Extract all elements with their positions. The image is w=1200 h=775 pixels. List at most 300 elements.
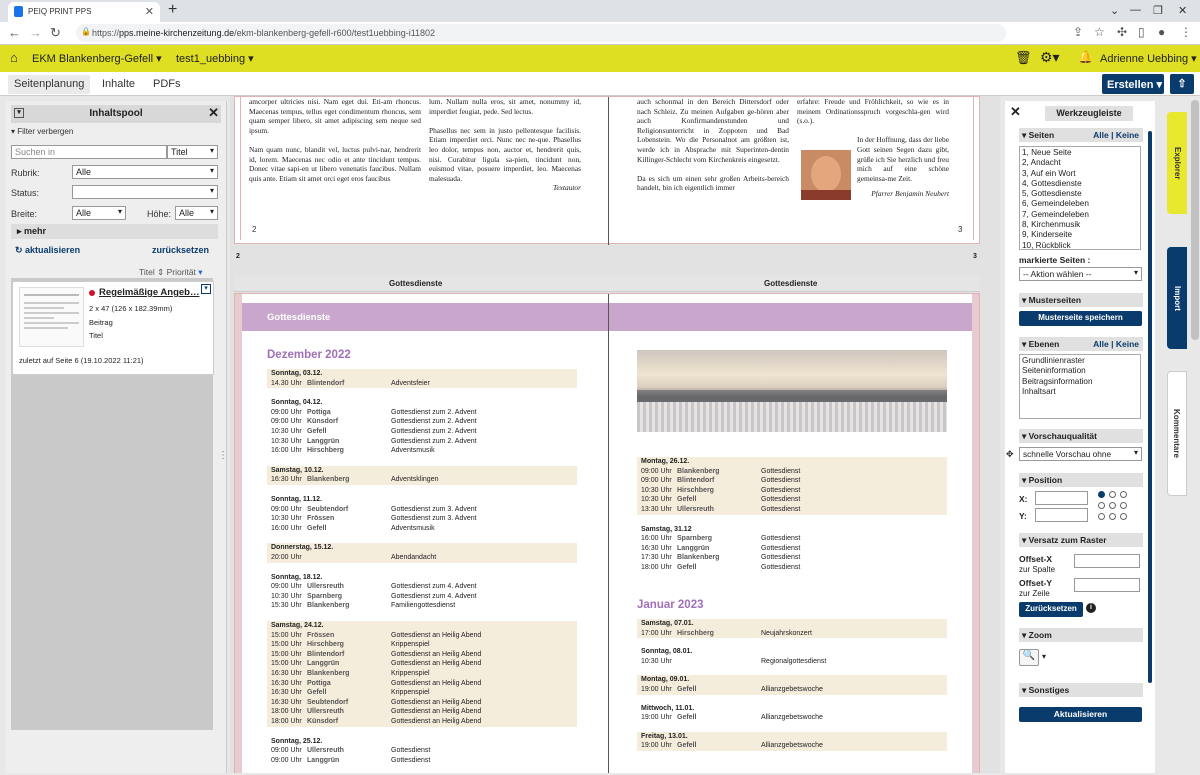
card-menu-icon[interactable]: ▾: [201, 284, 211, 294]
service-time: 19:00 Uhr: [641, 685, 672, 693]
chevron-down-icon: ▾: [209, 186, 214, 195]
schedule-row: [267, 698, 577, 708]
service-event: Gottesdienst: [761, 496, 801, 504]
filter-toggle-label: Filter verbergen: [17, 127, 74, 136]
section-musterseiten[interactable]: ▾ Musterseiten: [1019, 293, 1143, 307]
close-toolbar-icon[interactable]: ✕: [1010, 104, 1021, 119]
tab-pdfs[interactable]: PDFs: [153, 78, 181, 90]
toolbar-panel: [1005, 101, 1155, 773]
service-time: 16:30 Uhr: [271, 698, 302, 706]
app-header: [0, 45, 1200, 72]
upload-icon[interactable]: ⇧: [1170, 74, 1194, 94]
col2b-text: Phasellus nec sem in justo pellentesque facilisis. Etiam imperdiet orci. Nunc nec ne-que. Phasellus leo dolor, tempus non, auctor et, hendrerit quis, nisi. Curabitur ligula sa-pien, tincidunt non, euismod vitae, posuere imperdiet, leo. Maecenas malesuada.: [429, 125, 581, 183]
service-time: 17:00 Uhr: [641, 629, 672, 637]
service-event: Krippenspiel: [391, 641, 430, 649]
schedule-day: [637, 457, 947, 515]
user-menu[interactable]: Adrienne Uebbing ▾: [1100, 53, 1197, 65]
schedule-row: [637, 534, 947, 544]
hoehe-label: Höhe:: [147, 209, 172, 219]
schedule-day: [267, 369, 577, 388]
left-page-header: Gottesdienste: [389, 279, 443, 288]
close-panel-icon[interactable]: ✕: [208, 105, 219, 120]
sort-controls[interactable]: Titel ⇕ Priorität ▾: [139, 267, 203, 277]
service-event: Gottesdienst an Heilig Abend: [391, 698, 482, 706]
schedule-row: [267, 669, 577, 679]
service-time: 18:00 Uhr: [271, 717, 302, 725]
month-december: Dezember 2022: [267, 349, 351, 361]
schedule-row: [637, 741, 947, 751]
schedule-row: [267, 631, 577, 641]
schedule-row: [637, 629, 947, 639]
service-event: Gottesdienst: [761, 535, 801, 543]
card-type: Beitrag: [89, 318, 113, 327]
service-place: [677, 657, 761, 667]
schedule-row: [637, 467, 947, 477]
minimize-icon[interactable]: —: [1130, 4, 1141, 16]
offset-y-sub: zur Zeile: [1019, 589, 1050, 598]
sort-separator: ⇕: [157, 267, 165, 277]
day-date: Samstag, 31.12: [641, 525, 692, 533]
create-label: Erstellen: [1107, 79, 1154, 91]
page-action-select[interactable]: [1019, 267, 1142, 281]
schedule-row: [267, 427, 577, 437]
schedule-row: [637, 713, 947, 723]
spread-page-2-3[interactable]: [234, 96, 980, 244]
x-label: X:: [1019, 494, 1028, 504]
schedule-row: [267, 717, 577, 727]
none-label: Keine: [1115, 130, 1139, 140]
day-date: Samstag, 24.12.: [271, 622, 324, 629]
restore-icon[interactable]: ❐: [1153, 5, 1163, 17]
service-event: Gottesdienst zum 4. Advent: [391, 583, 477, 591]
collapse-icon[interactable]: ▾: [14, 108, 24, 118]
chevron-down-icon: ▾: [1133, 268, 1138, 277]
service-place: Gefell: [677, 563, 697, 571]
col4b-text: In der Hoffnung, dass der liebe Gott seinen Segen dazu gibt, grüße ich Sie herzlich und freu mich auf eine schöne gemeinsa-me Zeit.: [857, 135, 949, 183]
page-list-item[interactable]: 8, Kirchenmusik: [1022, 220, 1081, 230]
service-event: Abendandacht: [391, 553, 437, 561]
y-label: Y:: [1019, 511, 1027, 521]
create-button[interactable]: Erstellen ▾: [1102, 74, 1164, 94]
card-thumbnail: [19, 287, 84, 347]
service-place: Hirschberg: [307, 447, 344, 455]
service-place: Seubtendorf: [307, 505, 349, 513]
section-ebenen[interactable]: ▾ Ebenen Alle | Keine: [1019, 337, 1143, 351]
service-time: 18:00 Uhr: [271, 708, 302, 716]
schedule-day: [267, 466, 577, 485]
page-list-item[interactable]: 2, Andacht: [1022, 158, 1061, 168]
service-place: Gefell: [677, 496, 697, 504]
preview-quality-select[interactable]: [1019, 447, 1142, 461]
layer-list-item[interactable]: Grundlinienraster: [1022, 356, 1085, 365]
service-place: Langgrün: [307, 660, 340, 668]
section-position[interactable]: ▾ Position: [1019, 473, 1143, 487]
service-time: 16:00 Uhr: [271, 447, 302, 455]
filter-toggle[interactable]: ▾ Filter verbergen: [11, 127, 74, 136]
section-sonstiges[interactable]: ▾ Sonstiges: [1019, 683, 1143, 697]
back-icon[interactable]: ←: [8, 25, 21, 40]
url-prefix: https://: [92, 28, 120, 38]
service-time: 10:30 Uhr: [641, 657, 672, 665]
service-time: 15:00 Uhr: [271, 631, 302, 639]
service-place: Ullersreuth: [307, 747, 344, 755]
musterseiten-label: Musterseiten: [1028, 295, 1082, 305]
service-place: Pottiga: [307, 408, 331, 416]
breite-value: Alle: [76, 208, 92, 218]
service-place: Ullersreuth: [307, 708, 344, 716]
new-tab-icon[interactable]: +: [168, 1, 178, 18]
profile-icon[interactable]: ●: [1158, 25, 1166, 39]
panel-title: Inhaltspool: [89, 108, 143, 119]
col1b-text: Nam quam nunc, blandit vel, luctus pulvi-nar, hendrerit id, lorem. Maecenas nec odio et ante tincidunt tempus. Donec vitae sapi-en ut libero venenatis faucibus. Nullam quis ante. Etiam sit amet orci eget eros faucibus: [249, 144, 421, 183]
zoom-icon[interactable]: 🔍: [1019, 649, 1039, 666]
close-window-icon[interactable]: ✕: [1178, 5, 1188, 17]
spread-label-right: 3: [973, 253, 977, 260]
schedule-row: [267, 582, 577, 592]
col3-text: auch schonmal in den Bereich Dittersdorf oder nach Schleiz. Zu meinen Aufgaben ge-hören aber auch Konfirmandenstunden und Religionsunterricht in Zoppoten und Bad Lobenstein. Wo die Personalnot am größten ist, werde ich in Absprache mit Superinten-dentin Killinger-Schlecht vom Kirchenkreis eingesetzt.: [637, 97, 789, 164]
zoom-dropdown-icon[interactable]: ▾: [1042, 652, 1047, 661]
service-time: 10:30 Uhr: [271, 592, 302, 600]
page-list-item[interactable]: 10, Rückblick: [1022, 240, 1071, 250]
service-event: Gottesdienst zum 3. Advent: [391, 505, 477, 513]
col2-signature: Textautor: [552, 183, 581, 193]
toolbar-title: Werkzeugleiste: [1045, 106, 1133, 121]
service-place: Künsdorf: [307, 418, 339, 426]
address-bar: [0, 22, 1200, 45]
service-time: 10:30 Uhr: [641, 496, 672, 504]
chevron-down-icon: ▾: [209, 166, 214, 175]
article-col3[interactable]: [637, 97, 789, 193]
import-side-tab[interactable]: Import: [1167, 247, 1187, 349]
service-place: Ullersreuth: [677, 505, 714, 513]
service-time: 09:00 Uhr: [271, 756, 302, 764]
share-icon[interactable]: ⇪: [1073, 25, 1084, 39]
section-versatz[interactable]: ▾ Versatz zum Raster: [1019, 533, 1143, 547]
day-date: Mittwoch, 11.01.: [641, 704, 695, 712]
schedule-row: [267, 553, 577, 563]
org-name: EKM Blankenberg-Gefell: [32, 53, 154, 65]
schedule-row: [637, 657, 947, 667]
resize-handle-icon[interactable]: ⋮: [218, 450, 228, 461]
service-place: Blintendorf: [307, 379, 345, 387]
service-place: Gefell: [307, 427, 327, 435]
card-size: 2 x 47 (126 x 182.39mm): [89, 304, 173, 313]
service-time: 16:00 Uhr: [641, 535, 672, 543]
service-time: 16:30 Uhr: [271, 669, 302, 677]
schedule-day: [637, 704, 947, 723]
hoehe-value: Alle: [179, 208, 195, 218]
spread-page-4-5[interactable]: [234, 293, 980, 773]
service-event: Adventsfeier: [391, 379, 430, 387]
refresh-link[interactable]: ↻ aktualisieren: [15, 245, 81, 255]
page-list-item[interactable]: 5, Gottesdienste: [1022, 189, 1082, 199]
section-seiten[interactable]: ▾ Seiten Alle | Keine: [1019, 128, 1143, 142]
section-zoom[interactable]: ▾ Zoom: [1019, 628, 1143, 642]
service-event: Gottesdienst zum 2. Advent: [391, 408, 477, 416]
layers-listbox[interactable]: [1019, 354, 1141, 419]
bookmark-star-icon[interactable]: ☆: [1094, 25, 1105, 39]
schedule-row: [637, 495, 947, 505]
reset-offset-button[interactable]: Zurücksetzen: [1019, 602, 1083, 617]
schedule-row: [267, 446, 577, 456]
user-name: Adrienne Uebbing: [1100, 53, 1189, 65]
schedule-row: [267, 379, 577, 389]
service-event: Gottesdienst: [761, 563, 801, 571]
offset-y-input[interactable]: [1074, 578, 1140, 592]
schedule-row: [267, 601, 577, 611]
search-scope-select[interactable]: [167, 145, 218, 159]
article-col1[interactable]: [249, 97, 421, 183]
more-filters-toggle[interactable]: ▸ mehr: [11, 224, 218, 239]
sort-title: Titel: [139, 267, 155, 277]
service-place: Blankenberg: [677, 467, 720, 475]
url-input[interactable]: [76, 24, 1006, 42]
browser-tab-bar: [0, 0, 1200, 22]
service-place: Frössen: [307, 515, 335, 523]
status-select[interactable]: [72, 185, 218, 199]
col4-signature: Pfarrer Benjamin Neubert: [871, 189, 949, 199]
page-list-item[interactable]: 1, Neue Seite: [1022, 148, 1072, 157]
month-january: Januar 2023: [637, 599, 704, 611]
service-place: Gefell: [307, 524, 327, 532]
service-place: Blankenberg: [677, 554, 720, 562]
day-date: Sonntag, 25.12.: [271, 737, 323, 745]
service-event: Krippenspiel: [391, 669, 430, 677]
schedule-row: [267, 592, 577, 602]
schedule-row: [637, 544, 947, 554]
schedule-row: [637, 685, 947, 695]
col4-text: erfahre: Freude und Fröhlichkeit, so wie es in meinem Ordinationsspruch vorgeschla-gen wird (s.o.).: [797, 97, 949, 126]
schedule-row: [637, 563, 947, 573]
service-place: Sparnberg: [307, 592, 343, 600]
service-event: Gottesdienst an Heilig Abend: [391, 650, 482, 658]
sep-label: |: [1111, 339, 1114, 349]
service-place: Hirschberg: [677, 629, 714, 637]
anchor-grid[interactable]: [1098, 491, 1134, 524]
schedule-row: [267, 524, 577, 534]
card-sub: Titel: [89, 331, 103, 340]
page-list-item[interactable]: 3, Auf ein Wort: [1022, 168, 1076, 178]
tab-inhalte[interactable]: Inhalte: [102, 78, 136, 90]
schedule-row: [267, 514, 577, 524]
service-time: 16:30 Uhr: [271, 476, 302, 484]
service-place: Langgrün: [307, 437, 340, 445]
browser-tab[interactable]: [8, 2, 160, 22]
tab-seitenplanung[interactable]: Seitenplanung: [8, 75, 90, 94]
service-time: 20:00 Uhr: [271, 553, 302, 561]
schedule-row: [267, 746, 577, 756]
service-time: 09:00 Uhr: [271, 408, 302, 416]
service-place: Gefell: [307, 689, 327, 697]
settings-gear-icon[interactable]: ⚙▾: [1040, 49, 1060, 65]
schedule-day: [637, 525, 947, 573]
service-event: Familiengottesdienst: [391, 602, 456, 610]
schedule-day: [267, 495, 577, 533]
schedule-day: [267, 398, 577, 456]
col1-text: amcorper ultricies nisi. Nam eget dui. Eti-am rhoncus. Maecenas tempus, tellus eget condimentum rhoncus, sem quam semper libero, sit amet adipiscing sem neque sed ipsum.: [249, 97, 421, 135]
schedule-row: [637, 476, 947, 486]
service-time: 19:00 Uhr: [641, 742, 672, 750]
reload-icon[interactable]: ↻: [50, 25, 61, 40]
day-date: Sonntag, 11.12.: [271, 496, 322, 503]
layer-list-item[interactable]: Beitragsinformation: [1022, 376, 1093, 386]
schedule-row: [267, 505, 577, 515]
service-time: 15:00 Uhr: [271, 660, 302, 668]
schedule-row: [267, 688, 577, 698]
section-vorschau[interactable]: ▾ Vorschauqualität: [1019, 429, 1143, 443]
position-label: Position: [1028, 475, 1063, 485]
org-selector[interactable]: EKM Blankenberg-Gefell ▾: [32, 53, 162, 65]
move-icon[interactable]: ✥: [1006, 449, 1014, 459]
service-event: Adventsmusik: [391, 447, 435, 455]
pages-listbox[interactable]: [1019, 146, 1141, 250]
position-x-input[interactable]: [1035, 491, 1088, 505]
issue-name: test1_uebbing: [176, 53, 246, 65]
service-place: Hirschberg: [307, 641, 344, 649]
service-event: Allianzgebetswoche: [761, 714, 823, 722]
service-place: Blintendorf: [677, 477, 715, 485]
offset-x-label: Offset-X: [1019, 554, 1053, 564]
marked-pages-label: markierte Seiten :: [1019, 255, 1091, 265]
service-time: 16:30 Uhr: [271, 679, 302, 687]
save-master-page-button[interactable]: Musterseite speichern: [1019, 311, 1142, 326]
issue-selector[interactable]: test1_uebbing ▾: [176, 53, 254, 65]
day-date: Donnerstag, 15.12.: [271, 544, 334, 552]
schedule-day: [637, 647, 947, 666]
service-time: 19:00 Uhr: [641, 714, 672, 722]
service-time: 14.30 Uhr: [271, 379, 302, 387]
home-icon[interactable]: ⌂: [10, 50, 18, 65]
seiten-all-none[interactable]: [1093, 130, 1139, 140]
service-place: Hirschberg: [677, 486, 714, 494]
card-title[interactable]: Regelmäßige Angeb…: [99, 287, 200, 298]
page-list-item[interactable]: 6, Gemeindeleben: [1022, 199, 1089, 209]
service-time: 18:00 Uhr: [641, 563, 672, 571]
service-event: Gottesdienst an Heilig Abend: [391, 660, 482, 668]
url-path: /ekm-blankenberg-gefell-r600/test1uebbing-i11802: [234, 28, 436, 38]
content-pool-panel: [5, 101, 227, 773]
service-time: 15:30 Uhr: [271, 602, 302, 610]
schedule-row: [267, 437, 577, 447]
service-event: Gottesdienst: [391, 747, 431, 755]
search-placeholder: Suchen in: [15, 147, 56, 157]
content-card[interactable]: [12, 281, 214, 375]
refresh-label: aktualisieren: [25, 245, 81, 255]
chevron-down-icon[interactable]: ⌄: [1110, 5, 1120, 17]
service-event: Allianzgebetswoche: [761, 685, 823, 693]
service-time: 13:30 Uhr: [641, 505, 672, 513]
page-list-item[interactable]: 9, Kinderseite: [1022, 230, 1073, 240]
service-place: Gefell: [677, 685, 697, 693]
page-list-item[interactable]: 4, Gottesdienste: [1022, 178, 1082, 188]
more-icon[interactable]: ⋮: [1180, 25, 1192, 39]
service-place: Frössen: [307, 631, 335, 639]
service-place: Blankenberg: [307, 476, 350, 484]
page-action-value: -- Aktion wählen --: [1023, 269, 1092, 279]
position-y-input[interactable]: [1035, 508, 1088, 522]
trash-icon[interactable]: 🗑: [1015, 50, 1032, 65]
window-scrollbar[interactable]: [1191, 100, 1199, 340]
article-col2[interactable]: [429, 97, 581, 193]
offset-x-sub: zur Spalte: [1019, 565, 1056, 574]
schedule-day: [637, 619, 947, 638]
rubrik-select[interactable]: [72, 165, 218, 179]
pastor-photo[interactable]: [801, 150, 851, 200]
service-time: 15:00 Uhr: [271, 650, 302, 658]
all-label: Alle: [1093, 130, 1109, 140]
layer-list-item[interactable]: Seiteninformation: [1022, 366, 1086, 376]
search-input[interactable]: [11, 145, 167, 159]
breite-select[interactable]: [72, 206, 126, 220]
schedule-row: [637, 505, 947, 515]
service-place: Seubtendorf: [307, 698, 349, 706]
explorer-side-tab[interactable]: Explorer: [1167, 112, 1187, 214]
forward-icon[interactable]: →: [29, 25, 42, 40]
reset-link[interactable]: zurücksetzen: [152, 245, 210, 255]
hoehe-select[interactable]: [175, 206, 218, 220]
schedule-row: [637, 553, 947, 563]
service-event: Gottesdienst zum 3. Advent: [391, 515, 477, 523]
page-list-item[interactable]: 7, Gemeindeleben: [1022, 209, 1089, 219]
service-place: Blankenberg: [307, 602, 350, 610]
comments-side-tab[interactable]: Kommentare: [1167, 371, 1187, 496]
schedule-row: [267, 475, 577, 485]
zoom-label: Zoom: [1028, 630, 1052, 640]
service-place: Blankenberg: [307, 669, 350, 677]
right-page-header: Gottesdienste: [764, 279, 818, 288]
schedule-day: [267, 737, 577, 766]
service-place: Ullersreuth: [307, 583, 344, 591]
info-icon[interactable]: i: [1086, 603, 1096, 613]
gottesdienste-banner: [242, 303, 972, 331]
tab-title: PEIQ PRINT PPS: [28, 7, 92, 16]
service-event: Gottesdienst zum 2. Advent: [391, 418, 477, 426]
sidebar-icon[interactable]: ▯: [1138, 25, 1145, 39]
bell-icon[interactable]: 🔔: [1078, 50, 1093, 64]
update-button[interactable]: Aktualisieren: [1019, 707, 1142, 722]
schedule-row: [267, 707, 577, 717]
spread-label-left: 2: [236, 253, 240, 260]
page-number-2: 2: [252, 225, 257, 234]
service-time: 09:00 Uhr: [271, 747, 302, 755]
toolbar-scrollbar[interactable]: [1148, 131, 1152, 683]
page-canvas: [230, 96, 1000, 773]
close-tab-icon[interactable]: ✕: [144, 6, 154, 18]
service-time: 09:00 Uhr: [271, 583, 302, 591]
service-place: Langgrün: [307, 756, 340, 764]
service-place: Künsdorf: [307, 717, 339, 725]
extensions-icon[interactable]: ✣: [1117, 25, 1128, 39]
service-time: 09:00 Uhr: [271, 505, 302, 513]
service-time: 10:30 Uhr: [271, 427, 302, 435]
offset-x-input[interactable]: [1074, 554, 1140, 568]
schedule-day: [637, 675, 947, 694]
service-event: Gottesdienst an Heilig Abend: [391, 717, 482, 725]
chevron-down-icon: ▾: [209, 207, 214, 216]
service-event: Gottesdienst: [761, 467, 801, 475]
schedule-row: [637, 486, 947, 496]
service-place: Gefell: [677, 714, 697, 722]
service-event: Krippenspiel: [391, 689, 430, 697]
service-time: 16:00 Uhr: [271, 524, 302, 532]
winter-landscape-image[interactable]: [637, 350, 947, 432]
ebenen-all-none[interactable]: [1093, 339, 1139, 349]
chevron-down-icon: ▾: [117, 207, 122, 216]
sonstiges-label: Sonstiges: [1028, 685, 1070, 695]
schedule-day: [267, 573, 577, 611]
layer-list-item[interactable]: Inhaltsart: [1022, 386, 1056, 396]
chevron-down-icon: ▾: [1133, 448, 1138, 457]
